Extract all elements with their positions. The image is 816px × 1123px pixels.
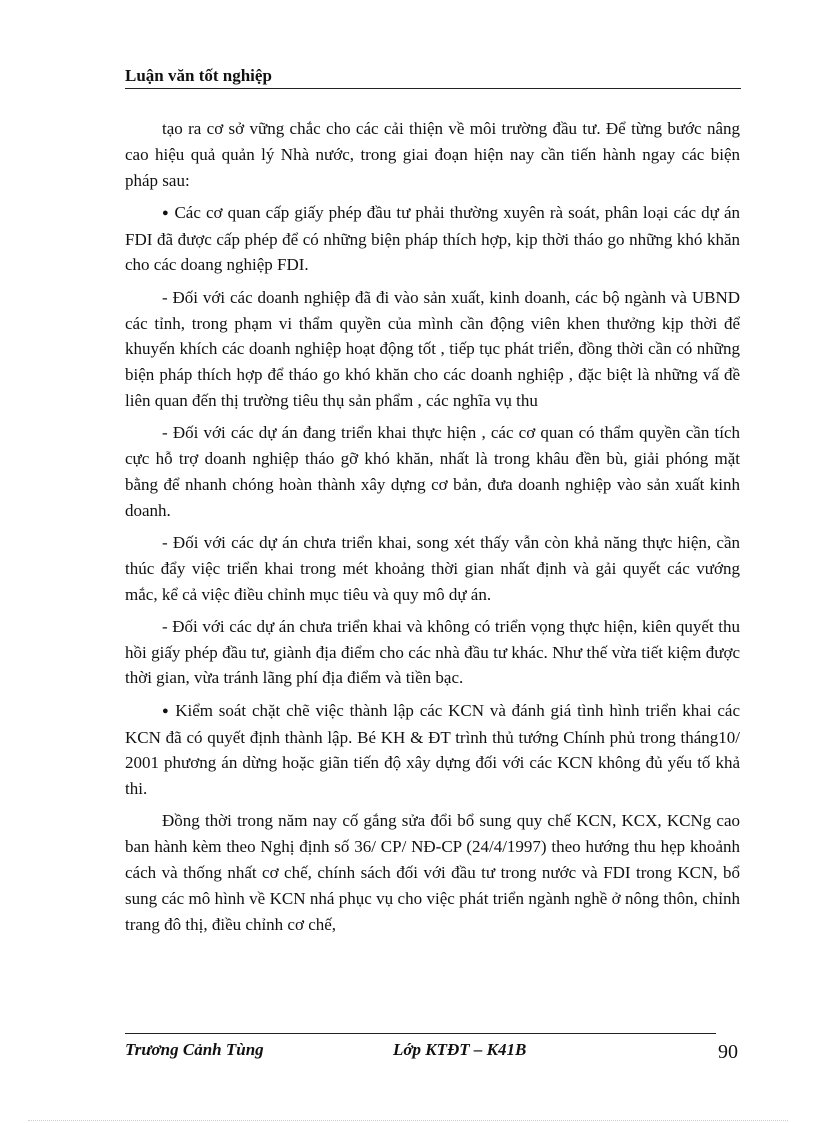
paragraph-text: Kiểm soát chặt chẽ việc thành lập các KCN và đánh giá tình hình triển khai các KCN đã có quyết định thành lập. Bé KH & ĐT trình thủ tướng Chính phủ trong tháng10/ 2001 phương án dừng hoặc giãn tiến độ xây dựng đối với các KCN không đủ yếu tố khả thi.	[125, 700, 740, 799]
paragraph-text: Các cơ quan cấp giấy phép đầu tư phải thường xuyên rà soát, phân loại các dự án FDI đã được cấp phép để có những biện pháp thích hợp, kịp thời tháo go những khó khăn cho các doang nghiệp FDI.	[125, 202, 740, 275]
paragraph-text: - Đối với các doanh nghiệp đã đi vào sản xuất, kinh doanh, các bộ ngành và UBND các tỉnh, trong phạm vi thẩm quyền của mình cần động viên khen thưởng kịp thời để khuyến khích các doanh nghiệp hoạt động tốt , tiếp tục phát triển, đồng thời cần có những biện pháp thích hợp để tháo go khó khăn cho các doanh nghiệp , đặc biệt là những vấ đề liên quan đến thị trường tiêu thụ sản phẩm , các nghĩa vụ thu	[125, 287, 740, 410]
paragraph-text: - Đối với các dự án đang triển khai thực hiện , các cơ quan có thẩm quyền cần tích cực hỗ trợ doanh nghiệp tháo gỡ khó khăn, nhất là trong khâu đền bù, giải phóng mặt bằng để nhanh chóng hoàn thành xây dựng cơ bản, đưa doanh nghiệp vào sản xuất kinh doanh.	[125, 423, 740, 520]
paragraph-text: - Đối với các dự án chưa triển khai, song xét thấy vẫn còn khả năng thực hiện, cần thúc đẩy việc triển khai trong mét khoảng thời gian nhất định và gải quyết các vướng mắc, kể cả việc điều chỉnh mục tiêu và quy mô dự án.	[125, 532, 740, 604]
bullet-icon: ●	[162, 704, 171, 717]
footer-divider	[125, 1033, 716, 1034]
footer-author: Trương Cảnh Tùng	[125, 1040, 264, 1059]
page-header-title: Luận văn tốt nghiệp	[125, 66, 272, 85]
bullet-icon: ●	[162, 206, 170, 219]
document-body	[125, 116, 740, 944]
footer-class: Lớp KTĐT – K41B	[393, 1040, 527, 1059]
body-paragraph-3	[125, 420, 740, 523]
body-bullet-1	[125, 200, 740, 278]
body-paragraph-1	[125, 116, 740, 193]
page-bottom-edge	[28, 1120, 788, 1121]
body-paragraph-5	[125, 614, 740, 691]
paragraph-text: Đồng thời trong năm nay cố gắng sửa đổi bổ sung quy chế KCN, KCX, KCNg cao ban hành kèm theo Nghị định số 36/ CP/ NĐ-CP (24/4/1997) theo hướng thu hẹp khoảnh cách và thống nhất cơ chế, chính sách đối với đầu tư trong nước và FDI trong KCN, bổ sung các mô hình về KCN nhá phục vụ cho việc phát triển ngành nghề ở nông thôn, chỉnh trang đô thị, điều chỉnh cơ chế,	[125, 811, 740, 934]
body-paragraph-2	[125, 285, 740, 414]
page-number: 90	[718, 1041, 738, 1063]
paragraph-text: tạo ra cơ sở vững chắc cho các cải thiện về môi trường đầu tư. Để từng bước nâng cao hiệu quả quản lý Nhà nước, trong giai đoạn hiện nay cần tiến hành ngay các biện pháp sau:	[125, 119, 740, 190]
paragraph-text: - Đối với các dự án chưa triển khai và không có triển vọng thực hiện, kiên quyết thu hồi giấy phép đầu tư, giành địa điểm cho các nhà đầu tư khác. Như thế vừa tiết kiệm được thời gian, vừa tránh lãng phí địa điểm và tiền bạc.	[125, 616, 740, 688]
header-divider	[125, 88, 741, 89]
body-bullet-2	[125, 698, 740, 802]
body-paragraph-6	[125, 808, 740, 937]
body-paragraph-4	[125, 530, 740, 607]
